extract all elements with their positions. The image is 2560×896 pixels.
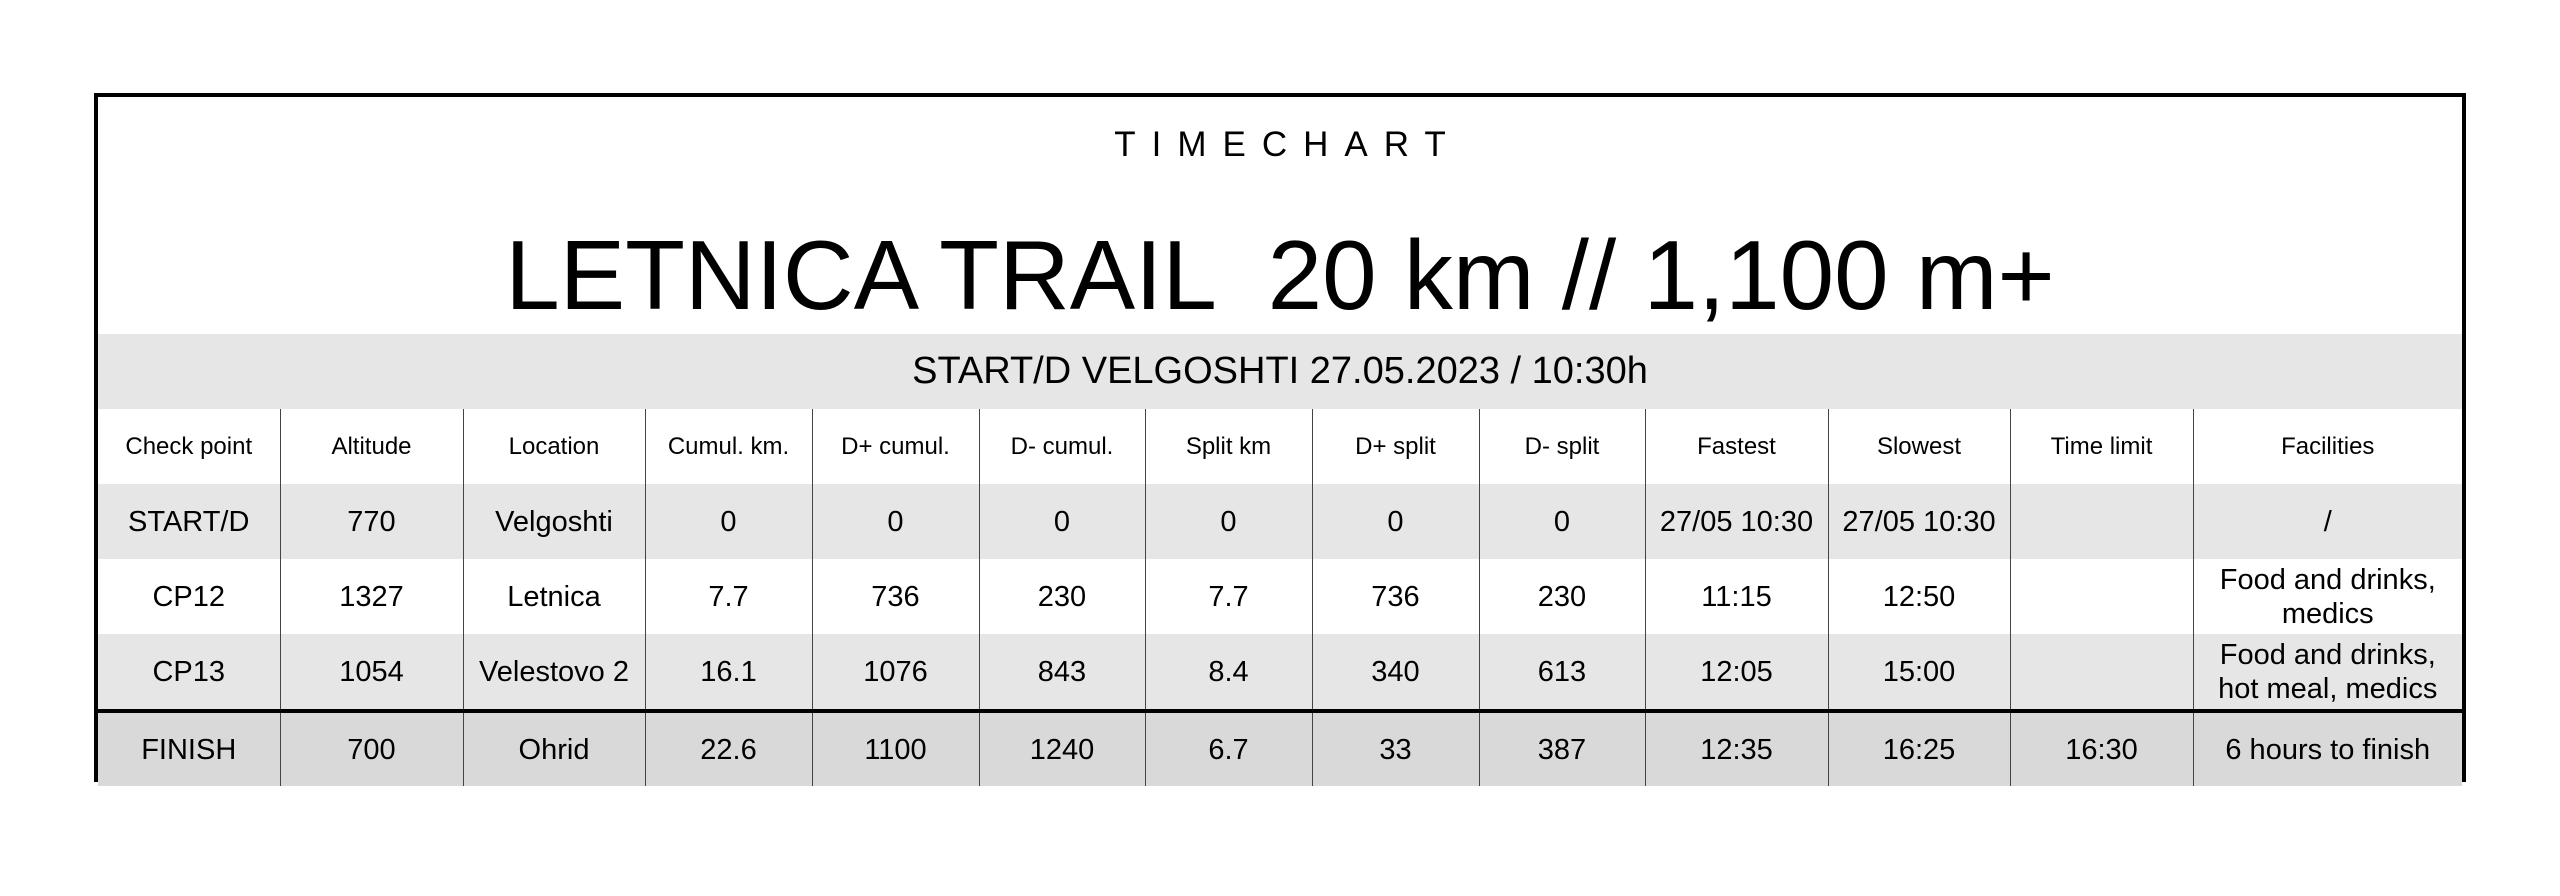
header-cell: Altitude xyxy=(280,409,463,484)
table-cell: 7.7 xyxy=(1145,559,1312,634)
table-cell: 0 xyxy=(645,484,812,559)
table-cell: FINISH xyxy=(98,711,280,786)
start-info-text: START/D VELGOSHTI 27.05.2023 / 10:30h xyxy=(912,350,1648,392)
table-cell: 6.7 xyxy=(1145,711,1312,786)
table-cell: 230 xyxy=(1479,559,1645,634)
table-cell: 33 xyxy=(1312,711,1479,786)
table-cell: Food and drinks, hot meal, medics xyxy=(2193,634,2462,711)
table-cell: 340 xyxy=(1312,634,1479,711)
table-cell: 12:05 xyxy=(1645,634,1828,711)
table-cell: 15:00 xyxy=(1828,634,2010,711)
table-cell: 1100 xyxy=(812,711,979,786)
table-cell: 230 xyxy=(979,559,1145,634)
timechart-kicker: TIMECHART xyxy=(1114,125,1462,164)
table-cell: 843 xyxy=(979,634,1145,711)
table-cell: 8.4 xyxy=(1145,634,1312,711)
table-cell: 0 xyxy=(812,484,979,559)
header-cell: D- split xyxy=(1479,409,1645,484)
table-cell: Ohrid xyxy=(463,711,645,786)
table-cell: / xyxy=(2193,484,2462,559)
table-cell: Letnica xyxy=(463,559,645,634)
table-cell: 16:25 xyxy=(1828,711,2010,786)
table-cell: Food and drinks, medics xyxy=(2193,559,2462,634)
table-cell: 0 xyxy=(979,484,1145,559)
table-cell: Velgoshti xyxy=(463,484,645,559)
header-cell: D+ cumul. xyxy=(812,409,979,484)
table-cell xyxy=(2010,634,2193,711)
race-title: LETNICA TRAIL 20 km // 1,100 m+ xyxy=(505,220,2055,330)
table-cell: 12:35 xyxy=(1645,711,1828,786)
table-cell: 22.6 xyxy=(645,711,812,786)
table-cell: 16:30 xyxy=(2010,711,2193,786)
header-cell: Fastest xyxy=(1645,409,1828,484)
header-cell: Facilities xyxy=(2193,409,2462,484)
table-cell: START/D xyxy=(98,484,280,559)
header-cell: D- cumul. xyxy=(979,409,1145,484)
table-row-finish xyxy=(98,711,2462,786)
table-cell: 7.7 xyxy=(645,559,812,634)
header-cell: Split km xyxy=(1145,409,1312,484)
table-cell: 11:15 xyxy=(1645,559,1828,634)
table-cell: 0 xyxy=(1145,484,1312,559)
table-cell: 1076 xyxy=(812,634,979,711)
header-cell: Check point xyxy=(98,409,280,484)
table-cell: 0 xyxy=(1479,484,1645,559)
table-row xyxy=(98,634,2462,711)
header-cell: Location xyxy=(463,409,645,484)
table-cell: 736 xyxy=(1312,559,1479,634)
table-cell: 27/05 10:30 xyxy=(1645,484,1828,559)
table-cell: CP13 xyxy=(98,634,280,711)
table-cell: 770 xyxy=(280,484,463,559)
table-cell: 0 xyxy=(1312,484,1479,559)
table-cell xyxy=(2010,559,2193,634)
table-cell: 387 xyxy=(1479,711,1645,786)
table-cell: CP12 xyxy=(98,559,280,634)
table-row xyxy=(98,484,2462,559)
table-cell: 700 xyxy=(280,711,463,786)
table-cell: 27/05 10:30 xyxy=(1828,484,2010,559)
start-info-bar xyxy=(98,334,2462,409)
header-cell: D+ split xyxy=(1312,409,1479,484)
table-cell: 12:50 xyxy=(1828,559,2010,634)
table-cell: 16.1 xyxy=(645,634,812,711)
table-row xyxy=(98,559,2462,634)
table-cell: 1240 xyxy=(979,711,1145,786)
header-row xyxy=(98,409,2462,484)
table-cell: 6 hours to finish xyxy=(2193,711,2462,786)
table-cell: 1054 xyxy=(280,634,463,711)
table-cell: 613 xyxy=(1479,634,1645,711)
table-cell: 736 xyxy=(812,559,979,634)
table-cell: 1327 xyxy=(280,559,463,634)
header-cell: Slowest xyxy=(1828,409,2010,484)
table-cell: Velestovo 2 xyxy=(463,634,645,711)
table-cell xyxy=(2010,484,2193,559)
timechart-table xyxy=(98,409,2462,786)
timechart-card xyxy=(94,93,2466,782)
header-cell: Cumul. km. xyxy=(645,409,812,484)
header-cell: Time limit xyxy=(2010,409,2193,484)
